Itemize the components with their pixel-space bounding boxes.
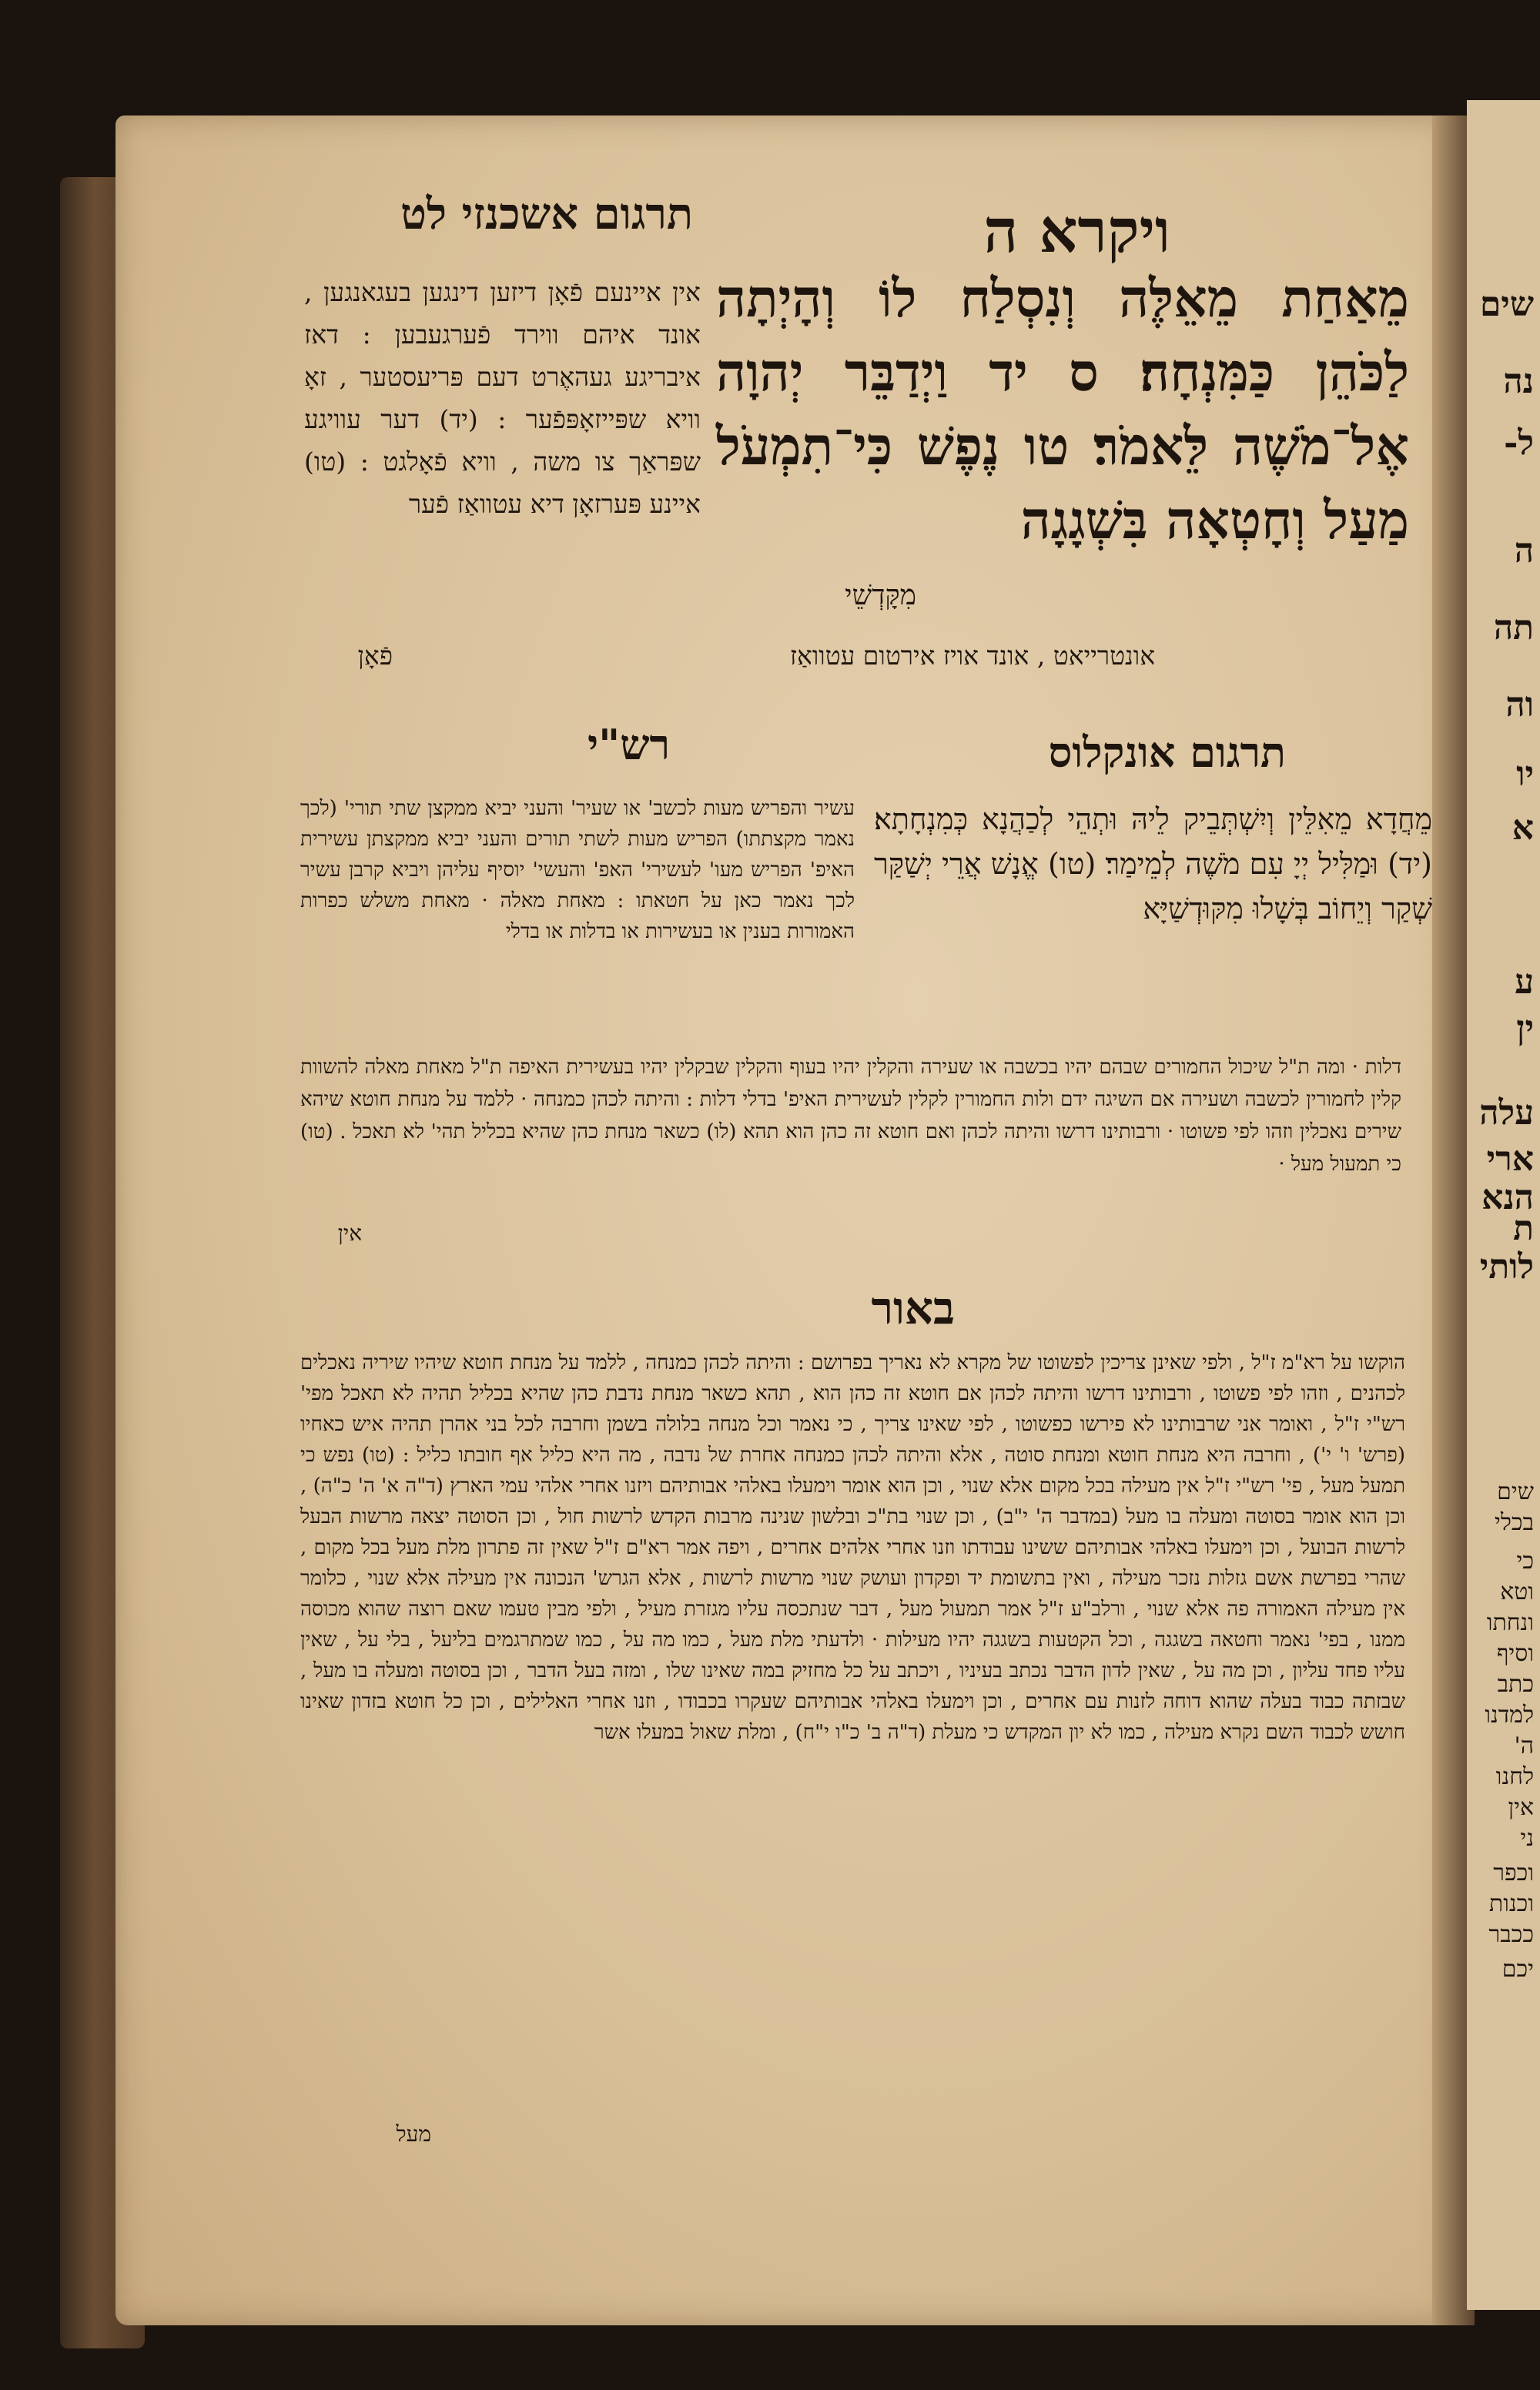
next-page-fragment: כתב: [1497, 1671, 1534, 1698]
next-page-fragment: הנא: [1481, 1178, 1534, 1217]
next-page-fragment: יו: [1516, 755, 1534, 794]
yiddish-translation-tail: אונטרייאט , אונד אויז אירטום עטוואַז: [789, 641, 1155, 671]
biur-heading: באור: [871, 1282, 955, 1334]
next-page-fragment: כי: [1516, 1548, 1534, 1575]
next-page-fragment: וכנות: [1488, 1890, 1534, 1917]
next-page-fragment: וטא: [1500, 1578, 1534, 1605]
onkelos-text: מֵחֲדָא מֵאִלֵּין וְיִשְׁתְּבֵיק לֵיהּ וּתְהֵי לְכַהֲנָא כְּמִנְחָתָא׃ (יד) וּמַלִּיל יְיָ עִם מֹשֶׁה לְמֵימַר׃ (טו) אֱנָשׁ אֲרֵי יְשַׁקַּר שְׁקַר וְיֵחוֹב בְּשָׁלוּ מִקּוּדְשַׁיָּא: [874, 802, 1432, 926]
next-page-fragment: נה: [1503, 362, 1534, 401]
next-page-fragment: ת: [1513, 1209, 1534, 1248]
rashi-text-continued: דלות · ומה ת"ל שיכול החמורים שבהם יהיו בכשבה או שעירה והקלין יהיו בעוף והקלין שבקלין יהיו בעשירית האיפה ת"ל מאחת מאלה להשוות קלין לחמורין לכשבה ושעירה אם השיגה ידם ולות החמורין לקלין לעשירית האיפ' בדלי דלות : והיתה לכהן כמנחה · ללמד על מנחת חוטא שיהא שירים נאכלין וזהו לפי פשוטו · ורבותינו דרשו והיתה לכהן ואם חוטא זה כהן הוא תהא (לו) כשאר מנחת כהן שהיא בכליל תהי' לא תאכל . (טו) כי תמעול מעל ·: [300, 1056, 1401, 1176]
next-page-fragment: שים: [1479, 285, 1534, 324]
next-page-fragment: ל-: [1504, 423, 1534, 463]
page-header-book: ויקרא ה: [983, 196, 1170, 266]
next-page-fragment: יכם: [1502, 1956, 1534, 1983]
next-page-fragment: לותי: [1479, 1247, 1534, 1287]
next-page-fragment: תה: [1493, 608, 1534, 648]
biur-text: הוקשו על רא"מ ז"ל , ולפי שאינן צריכין לפשוטו של מקרא לא נאריך בפרושם : והיתה לכהן כמנחה , ללמד על מנחת חוטא שיהיו שיריה נאכלים לכהנים , וזהו לפי פשוטו , ורבותינו דרשו והיתה לכהן אם חוטא זה כהן הוא , תהא כשאר מנחת נדבת כהן שהיא בכליל תהיה לא תאכל מפי' רש"י ז"ל , ואומר אני שרבותינו לא פירשו כפשוטו , לפי שאינו צריך , כי נאמר וכל מנחה בלולה בשמן וחרבה לכל בני אהרן תהיה איש כאחיו (פרש' ו' י') , וחרבה היא מנחת חוטא ומנחת סוטה , אלא והיתה לכהן כמנחה אחרת של נדבה , מה היא כליל אף חובתו כליל : (טו) נפש כי תמעל מעל , פי' רש"י ז"ל אין מעילה בכל מקום אלא שנוי , וכן הוא אומר וימעלו באלהי אבותיהם ויזנו אחרי אלהי עמי הארץ (ד"ה א' ה' כ"ה) , וכן הוא אומר בסוטה ומעלה בו מעל (במדבר ה' י"ב) , וכן שנוי בת"כ ובלשון שנינה מרבות הקדש לרשות חול , וכן הסוטה יצאה מרשות הבעל לרשות הבועל , וכן וימעלו באלהי אבותיהם ששינו עבודתו וזנו אחרי אלהים אחרים , ויפה אמר רא"ם ז"ל שאין זה פתרון מלת מעל בכל מקום , שהרי בפרשת אשם גזלות נזכר מעילה , ואין בתשומת יד ופקדון ועושק שנוי מרשות לרשות , אלא הגרש' הנכונה אין מעילה אלא שנוי , כלומר אין מעילה האמורה פה אלא שנוי , ורלב"ע ז"ל אמר תמעול מעל , דבר שנתכסה עליו מגזרת מעיל , ולפי מבין טעמו שאם רוצה שהוא מכוסה ממנו , בפי' נאמר וחטאה בשגגה , וכל הקטעות בשגגה יהיו מעילות · ולדעתי מלת מעל , כמו מה על , כמו שמתרגמים בליעל , בלי על , שאין עליו פחד עליון , וכן מה על , שאין לדון הדבר נכתב בעיניו , ויכתב על כל מחזיק במה שאינו שלו , ומזה בעל הדבר , וכן בסוטה ומעלה בו מעל , שבזתה כבוד בעלה שהוא דוחה לזנות עם אחרים , וכן וימעלו באלהי אבותיהם שעקרו בכבודו , וזנו אחרי האלילים , וכן כל חוטא בזדון שאינו חושש לכבוד השם נקרא מעילה , כמו לא יון המקדש כי מעלת (ד"ה ב' כ"ו י"ח) , ומלת שאול במעלו אשר: [300, 1351, 1405, 1744]
next-page-fragment: א: [1512, 808, 1534, 848]
next-page-fragment: ע: [1515, 962, 1534, 1002]
page-header-targum: תרגום אשכנזי לט: [400, 189, 693, 239]
next-page-fragment: שים: [1497, 1478, 1534, 1505]
next-page-fragment: ני: [1520, 1825, 1534, 1852]
next-page-fragment: לחנו: [1495, 1763, 1534, 1790]
yiddish-translation: אין איינעם פֿאָן דיזען דינגען בעגאנגען , אונד איהם ווירד פֿערגעבען : דאז איבריגע געהאֶרט דעם פּריעסטער , זאָ וויא שפּייזאָפּפֿער : (יד) דער עוויגע שפּראַך צו משה , וויא פֿאָלגט : (טו) איינע פּערזאָן דיא עטוואַז פֿער: [304, 277, 701, 519]
next-page-fragment: ונחתו: [1486, 1609, 1534, 1636]
rashi-heading: רש"י: [587, 720, 670, 769]
next-page-fragment: ארי: [1486, 1140, 1534, 1179]
hebrew-verse-tail: מִקָּדְשֵׁי: [845, 580, 916, 611]
next-page-fragment: ה: [1514, 531, 1534, 571]
next-page-fragment: וסיף: [1496, 1640, 1534, 1667]
next-page-fragment: בכלי: [1494, 1509, 1534, 1536]
rashi-catchword: אין: [337, 1220, 362, 1246]
next-page-fragment: וה: [1505, 685, 1534, 725]
hebrew-verse-text: מֵאַחַת מֵאֵלֶּה וְנִסְלַח לוֹ וְהָיְתָה לַכֹּהֵן כַּמִּנְחָה׃ ס יד וַיְדַבֵּר יְהוָה אֶל־מֹשֶׁה לֵּאמֹר׃ טו נֶפֶשׁ כִּי־תִמְעֹל מַעַל וְחָטְאָה בִּשְׁגָגָה: [716, 268, 1409, 551]
rashi-text: עשיר והפריש מעות לכשב' או שעיר' והעני יביא ממקצן שתי תורי' (לכך נאמר מקצתתו) הפריש מעות לשתי תורים והעני יביא ממקצתן עשירית האיפ' הפריש מעו' לעשירי' האפ' והעשי' יוסיף עליהן ויביא קרבן עשיר לכך נאמר כאן על חטאתו : מאחת מאלה · מאחת משלש כפרות האמורות בענין או בעשירות או בדלות או בדלי: [300, 797, 855, 943]
next-page-fragment: אין: [1508, 1794, 1534, 1821]
next-page-fragment: ככבר: [1488, 1921, 1534, 1948]
biur-catchword: מעל: [396, 2121, 431, 2147]
next-page-edge: [1467, 100, 1540, 2310]
next-page-fragment: עלה: [1479, 1093, 1534, 1133]
next-page-fragment: ין: [1516, 1009, 1534, 1048]
yiddish-catchword: פֿאָן: [357, 641, 393, 671]
next-page-fragment: ה': [1514, 1732, 1534, 1759]
onkelos-heading: תרגום אונקלוס: [1048, 728, 1286, 777]
next-page-fragment: למדנו: [1485, 1702, 1534, 1729]
next-page-fragment: וכפר: [1493, 1859, 1534, 1886]
